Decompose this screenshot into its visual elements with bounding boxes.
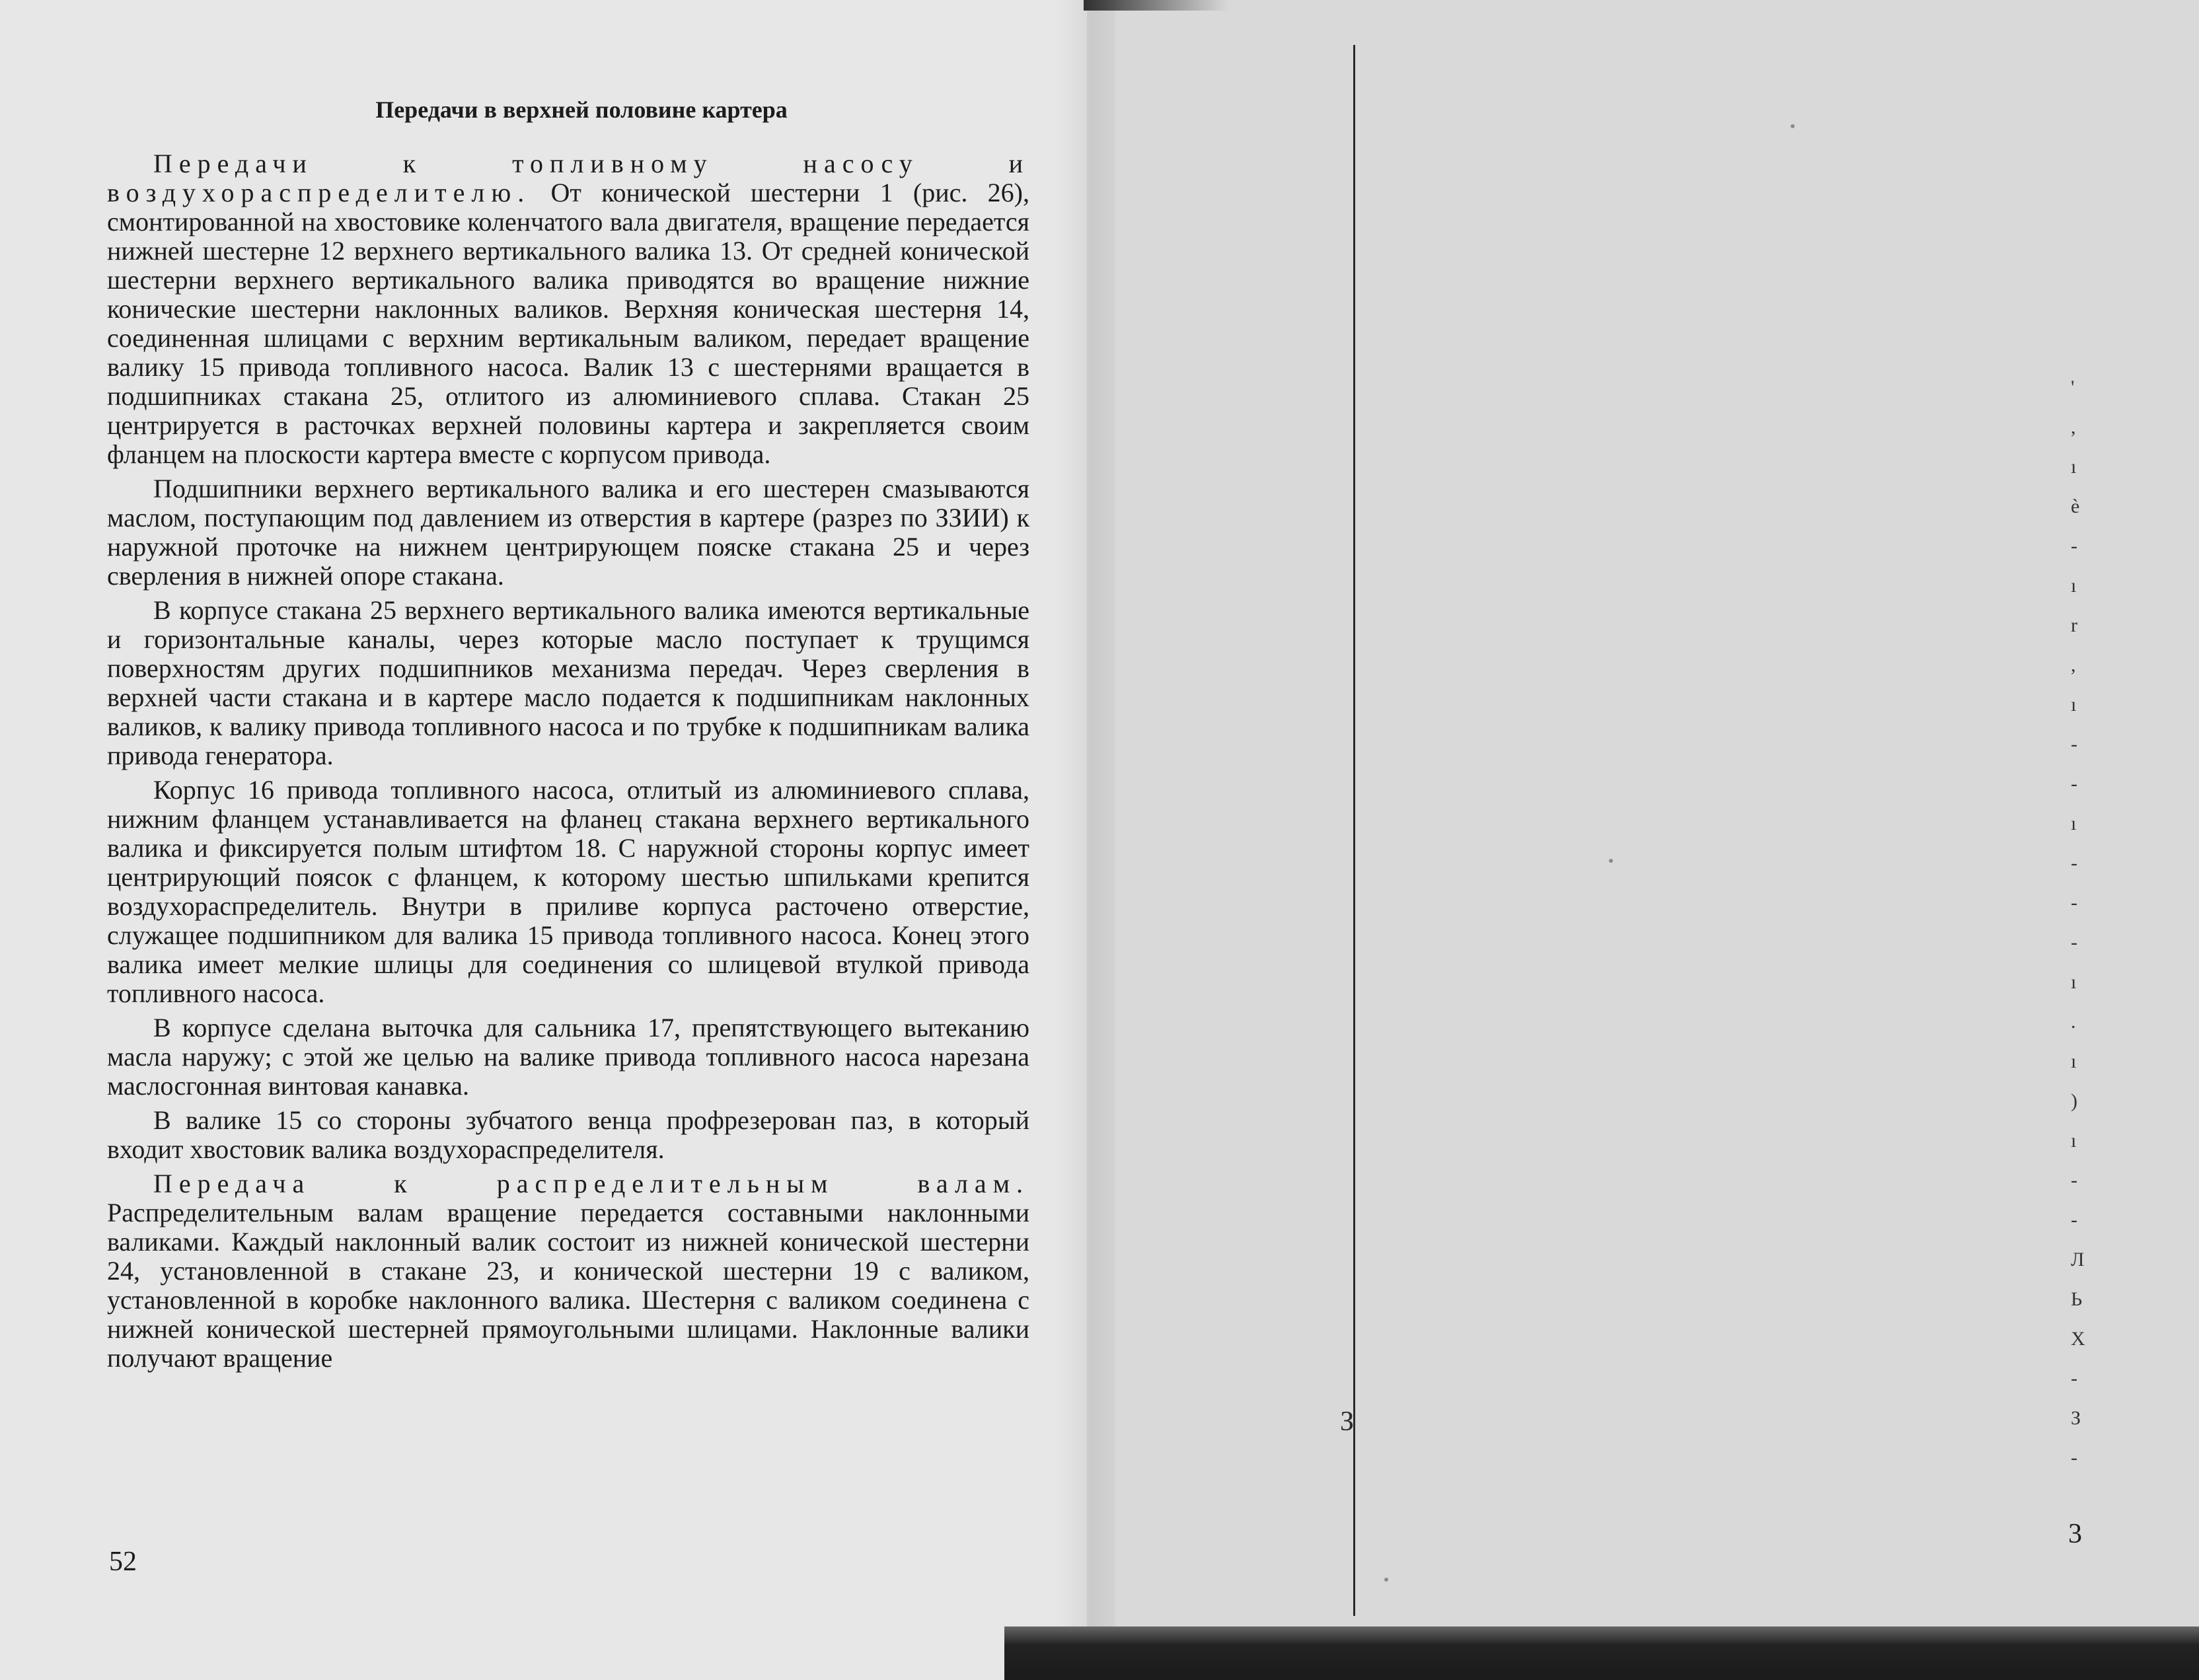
edge-character: ' — [2071, 377, 2075, 398]
paper-speck — [1384, 1578, 1388, 1582]
paragraph-lead: Передача к распределительным валам. — [153, 1169, 1029, 1198]
page-corner-shadow — [1084, 0, 1229, 11]
paper-speck — [1791, 124, 1795, 128]
paragraph-lead: Передачи к топливному насосу и воздухораспределителю. — [107, 149, 1029, 207]
paragraph — [107, 776, 1029, 1008]
edge-character: ı — [2071, 971, 2077, 993]
edge-character: ı — [2071, 1130, 2077, 1151]
right-page — [1087, 0, 2199, 1680]
edge-character: ı — [2071, 1050, 2077, 1072]
paragraph — [107, 474, 1029, 591]
edge-character: , — [2071, 654, 2076, 676]
edge-character: - — [2071, 931, 2077, 953]
edge-character: . — [2071, 1011, 2076, 1033]
paragraph-text: Подшипники верхнего вертикального валика и его шестерен смазываются маслом, поступающим под давлением из отверстия в картере (разрез по ЗЗИИ) к наружной проточке на нижнем центрирующем пояске стакана 25 и через сверления в нижней опоре стакана. — [107, 474, 1029, 591]
edge-character: Л — [2071, 1249, 2085, 1270]
edge-character: , — [2071, 416, 2076, 438]
gutter-shadow — [1056, 0, 1115, 1680]
edge-character: ı — [2071, 813, 2077, 834]
edge-character: ı — [2071, 456, 2077, 478]
edge-character: Ь — [2071, 1288, 2083, 1310]
edge-character: З — [2071, 1407, 2081, 1429]
paper-speck — [1609, 859, 1613, 863]
paragraph — [107, 1013, 1029, 1101]
paragraph-text: Распределительным валам вращение передается составными наклонными валиками. Каждый наклонный валик состоит из нижней конической шестерни 24, установленной в стакане 23, и конической шестерни 19 с валиком, установленной в коробке наклонного валика. Шестерня с валиком соединена с нижней конической шестерней прямоугольными шлицами. Наклонные валики получают вращение — [107, 1198, 1029, 1373]
text-fragment: З — [1340, 1406, 1355, 1437]
edge-character: - — [2071, 535, 2077, 557]
paragraph — [107, 1106, 1029, 1164]
edge-character: r — [2071, 614, 2077, 636]
vertical-rule — [1353, 45, 1355, 1616]
paragraph-text: В корпусе стакана 25 верхнего вертикального валика имеются вертикальные и горизонтальные каналы, через которые масло поступает к трущимся поверхностям других подшипников механизма передач. Через сверления в верхней части стакана и в картере масло подается к подшипникам наклонных валиков, к валику привода топливного насоса и по трубке к подшипникам валика привода генератора. — [107, 595, 1029, 770]
scan-edge-shadow — [1004, 1626, 2199, 1680]
paragraph-text: Корпус 16 привода топливного насоса, отлитый из алюминиевого сплава, нижним фланцем устанавливается на фланец стакана верхнего вертикального валика и фиксируется полым штифтом 18. С наружной стороны корпус имеет центрирующий поясок с фланцем, к которому шестью шпильками крепится воздухораспределитель. Внутри в приливе корпуса расточено отверстие, служащее подшипником для валика 15 привода топливного насоса. Конец этого валика имеет мелкие шлицы для соединения со шлицевой втулкой привода топливного насоса. — [107, 775, 1029, 1008]
edge-character: - — [2071, 1368, 2077, 1389]
section-heading: Передачи в верхней половине картера — [375, 96, 788, 123]
left-page — [0, 0, 1097, 1680]
paragraph — [107, 1169, 1029, 1373]
paragraph-text: В корпусе сделана выточка для сальника 17, препятствующего вытеканию масла наружу; с этой же целью на валике привода топливного насоса нарезана маслосгонная винтовая канавка. — [107, 1013, 1029, 1101]
paragraph — [107, 596, 1029, 770]
edge-character: - — [2071, 733, 2077, 755]
edge-character: ı — [2071, 694, 2077, 715]
edge-character: Х — [2071, 1328, 2085, 1350]
edge-character: - — [2071, 1169, 2077, 1191]
edge-character: ѐ — [2071, 495, 2080, 517]
edge-character: - — [2071, 852, 2077, 874]
page-number: 52 — [109, 1547, 137, 1577]
edge-character: - — [2071, 892, 2077, 914]
edge-character: ) — [2071, 1090, 2077, 1112]
edge-page-number: 3 — [2068, 1519, 2082, 1549]
paragraph — [107, 149, 1029, 469]
edge-character: - — [2071, 1209, 2077, 1231]
edge-character: ı — [2071, 575, 2077, 597]
paragraph-text: От конической шестерни 1 (рис. 26), смонтированной на хвостовике коленчатого вала двигателя, вращение передается нижней шестерне 12 верхнего вертикального валика 13. От средней конической шестерни верхнего вертикального валика приводятся во вращение нижние конические шестерни наклонных валиков. Верхняя коническая шестерня 14, соединенная шлицами с верхним вертикальным валиком, передает вращение валику 15 привода топливного насоса. Валик 13 с шестернями вращается в подшипниках стакана 25, отлитого из алюминиевого сплава. Стакан 25 центрируется в расточках верхней половины картера и закрепляется своим фланцем на плоскости картера вместе с корпусом привода. — [107, 178, 1030, 469]
edge-character: - — [2071, 1447, 2077, 1469]
text-block — [107, 85, 1029, 1378]
paragraph-text: В валике 15 со стороны зубчатого венца профрезерован паз, в который входит хвостовик валика воздухораспределителя. — [107, 1105, 1029, 1164]
edge-character: - — [2071, 773, 2077, 795]
